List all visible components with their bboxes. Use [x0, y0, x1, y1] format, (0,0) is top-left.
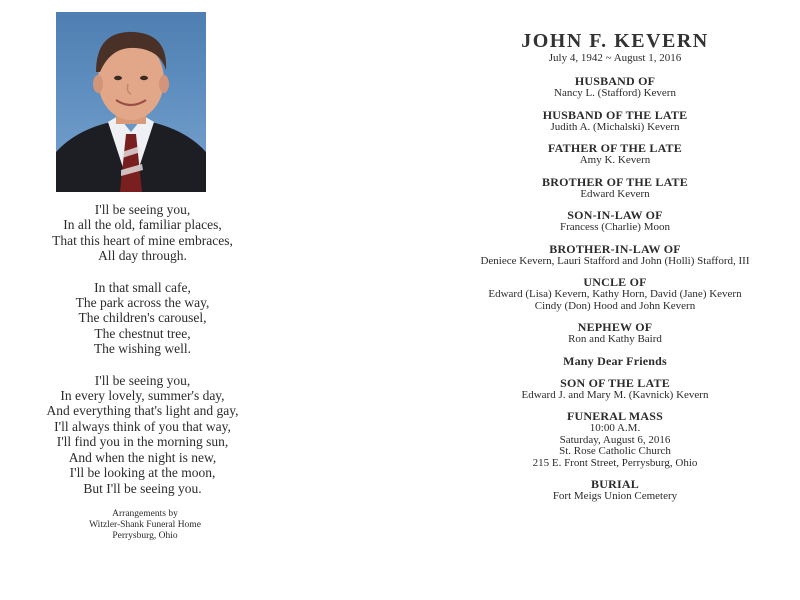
poem-line: The chestnut tree, [94, 325, 191, 341]
section-heading: BURIAL [591, 477, 639, 491]
section-line: Amy K. Kevern [579, 154, 651, 166]
section-heading: UNCLE OF [583, 275, 647, 289]
poem-line: But I'll be seeing you. [83, 480, 202, 496]
portrait-photo-icon [56, 12, 206, 192]
section-husband-of [455, 75, 775, 100]
poem-line: The wishing well. [93, 341, 192, 357]
poem-stanza-2 [20, 280, 265, 357]
arrangements-line: Arrangements by [112, 509, 178, 519]
poem-stanza-3 [20, 373, 265, 496]
arrangements-line: Witzler-Shank Funeral Home [89, 520, 201, 530]
poem-line: And everything that's light and gay, [46, 403, 239, 419]
poem-line: In all the old, familiar places, [63, 217, 222, 233]
poem-line: I'll be looking at the moon, [69, 465, 216, 481]
section-heading: BROTHER OF THE LATE [542, 174, 688, 189]
section-husband-of-the-late [455, 109, 775, 134]
section-funeral-mass [455, 410, 775, 469]
obituary-panel [455, 30, 775, 512]
section-line: Deniece Kevern, Lauri Stafford and John (Holli) Stafford, III [480, 254, 750, 267]
section-heading: SON OF THE LATE [560, 375, 670, 390]
section-uncle-of [455, 276, 775, 312]
section-brother-of-the-late [455, 176, 775, 201]
funeral-home-credit [40, 509, 250, 542]
section-line: Edward Kevern [580, 187, 650, 200]
poem-line: In that small cafe, [94, 279, 191, 295]
deceased-name: JOHN F. KEVERN [521, 30, 709, 52]
section-heading: HUSBAND OF THE LATE [542, 107, 688, 122]
section-line: 10:00 A.M. [589, 422, 641, 434]
section-line: Nancy L. (Stafford) Kevern [554, 87, 676, 99]
poem-line: I'll always think of you that way, [54, 418, 231, 434]
section-heading: Many Dear Friends [563, 353, 667, 368]
section-heading: NEPHEW OF [577, 320, 653, 334]
section-line: St. Rose Catholic Church [559, 445, 671, 457]
section-line: Edward (Lisa) Kevern, Kathy Horn, David (Jane) Kevern [488, 288, 742, 300]
poem-line: All day through. [98, 248, 187, 264]
life-dates: July 4, 1942 ~ August 1, 2016 [548, 52, 682, 64]
section-heading: SON-IN-LAW OF [567, 208, 663, 222]
poem-line: The park across the way, [75, 295, 210, 311]
poem [20, 202, 265, 512]
poem-line: I'll be seeing you, [94, 202, 191, 217]
section-line: Francess (Charlie) Moon [560, 221, 670, 233]
section-line: Fort Meigs Union Cemetery [552, 490, 678, 502]
poem-stanza-1 [20, 202, 265, 264]
section-brother-in-law-of [455, 243, 775, 268]
section-son-in-law-of [455, 209, 775, 234]
arrangements-line: Perrysburg, Ohio [112, 531, 178, 541]
poem-line: And when the night is new, [68, 449, 217, 465]
section-heading: BROTHER-IN-LAW OF [549, 241, 681, 256]
poem-line: In every lovely, summer's day, [60, 388, 225, 404]
section-burial [455, 478, 775, 503]
poem-line: I'll be seeing you, [94, 372, 191, 388]
section-line: Edward J. and Mary M. (Kavnick) Kevern [521, 388, 709, 401]
section-line: Ron and Kathy Baird [568, 333, 662, 345]
section-line: 215 E. Front Street, Perrysburg, Ohio [532, 456, 698, 469]
section-nephew-of [455, 321, 775, 346]
portrait-photo [56, 12, 206, 192]
section-line: Cindy (Don) Hood and John Kevern [534, 299, 696, 312]
poem-line: That this heart of mine embraces, [52, 232, 233, 248]
section-heading: HUSBAND OF [574, 74, 656, 88]
section-father-of-the-late [455, 142, 775, 167]
poem-line: I'll find you in the morning sun, [56, 434, 229, 450]
section-son-of-the-late [455, 377, 775, 402]
section-heading: FUNERAL MASS [566, 409, 664, 423]
section-line: Judith A. (Michalski) Kevern [550, 120, 680, 133]
poem-line: The children's carousel, [78, 310, 207, 326]
section-many-dear-friends [455, 355, 775, 368]
section-heading: FATHER OF THE LATE [548, 141, 682, 155]
section-line: Saturday, August 6, 2016 [559, 433, 671, 446]
